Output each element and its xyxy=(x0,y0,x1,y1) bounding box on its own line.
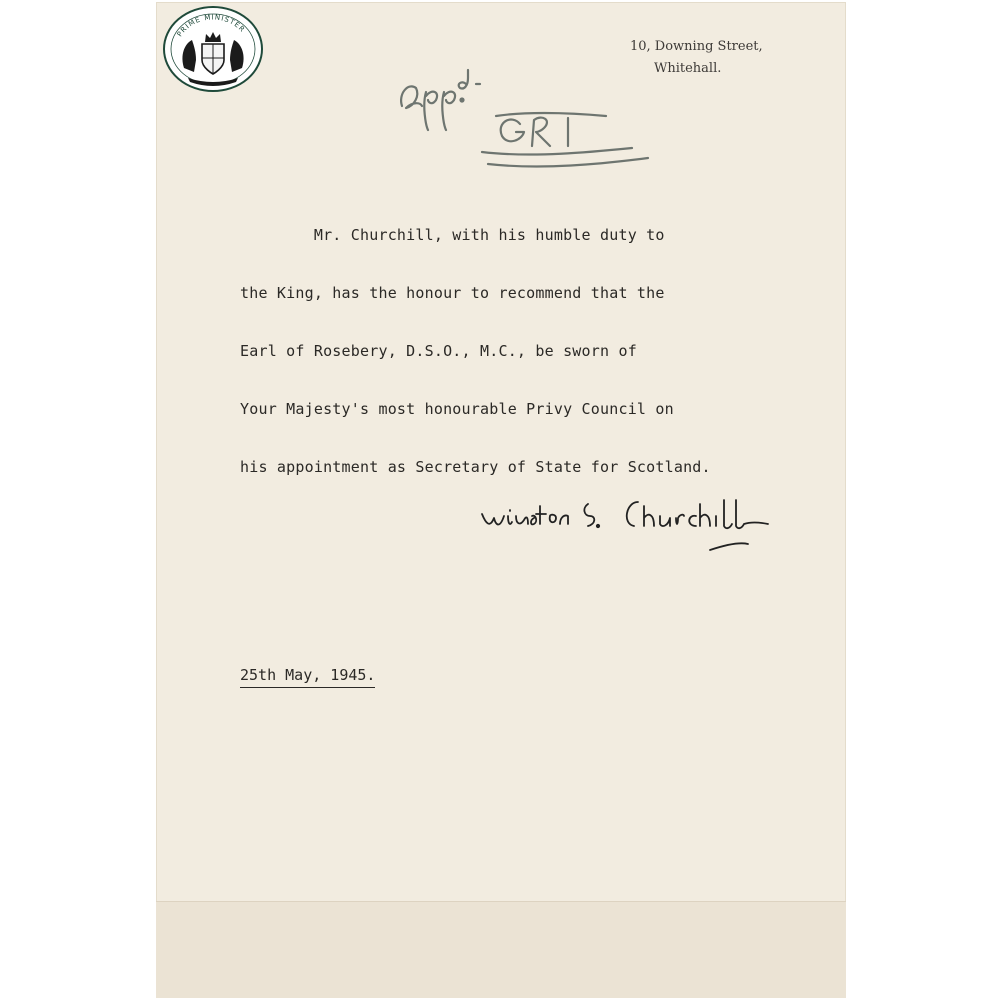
letter-body xyxy=(240,220,760,510)
letter-line: his appointment as Secretary of State for Scotland. xyxy=(240,458,711,476)
letter-date: 25th May, 1945. xyxy=(240,666,375,688)
address-district: Whitehall. xyxy=(654,61,722,76)
prime-minister-seal xyxy=(156,2,266,98)
address-street: 10, Downing Street, xyxy=(630,39,763,54)
sheet-bottom-strip xyxy=(156,901,846,998)
churchill-signature xyxy=(478,494,798,564)
letter-line: Earl of Rosebery, D.S.O., M.C., be sworn of xyxy=(240,342,637,360)
letter-sheet xyxy=(156,2,846,998)
royal-approval-annotation xyxy=(392,66,672,196)
seal-text: PRIME MINISTER xyxy=(175,13,247,39)
letter-line: the King, has the honour to recommend that the xyxy=(240,284,665,302)
letter-line: Your Majesty's most honourable Privy Council on xyxy=(240,400,674,418)
letter-line: Mr. Churchill, with his humble duty to xyxy=(240,226,665,244)
